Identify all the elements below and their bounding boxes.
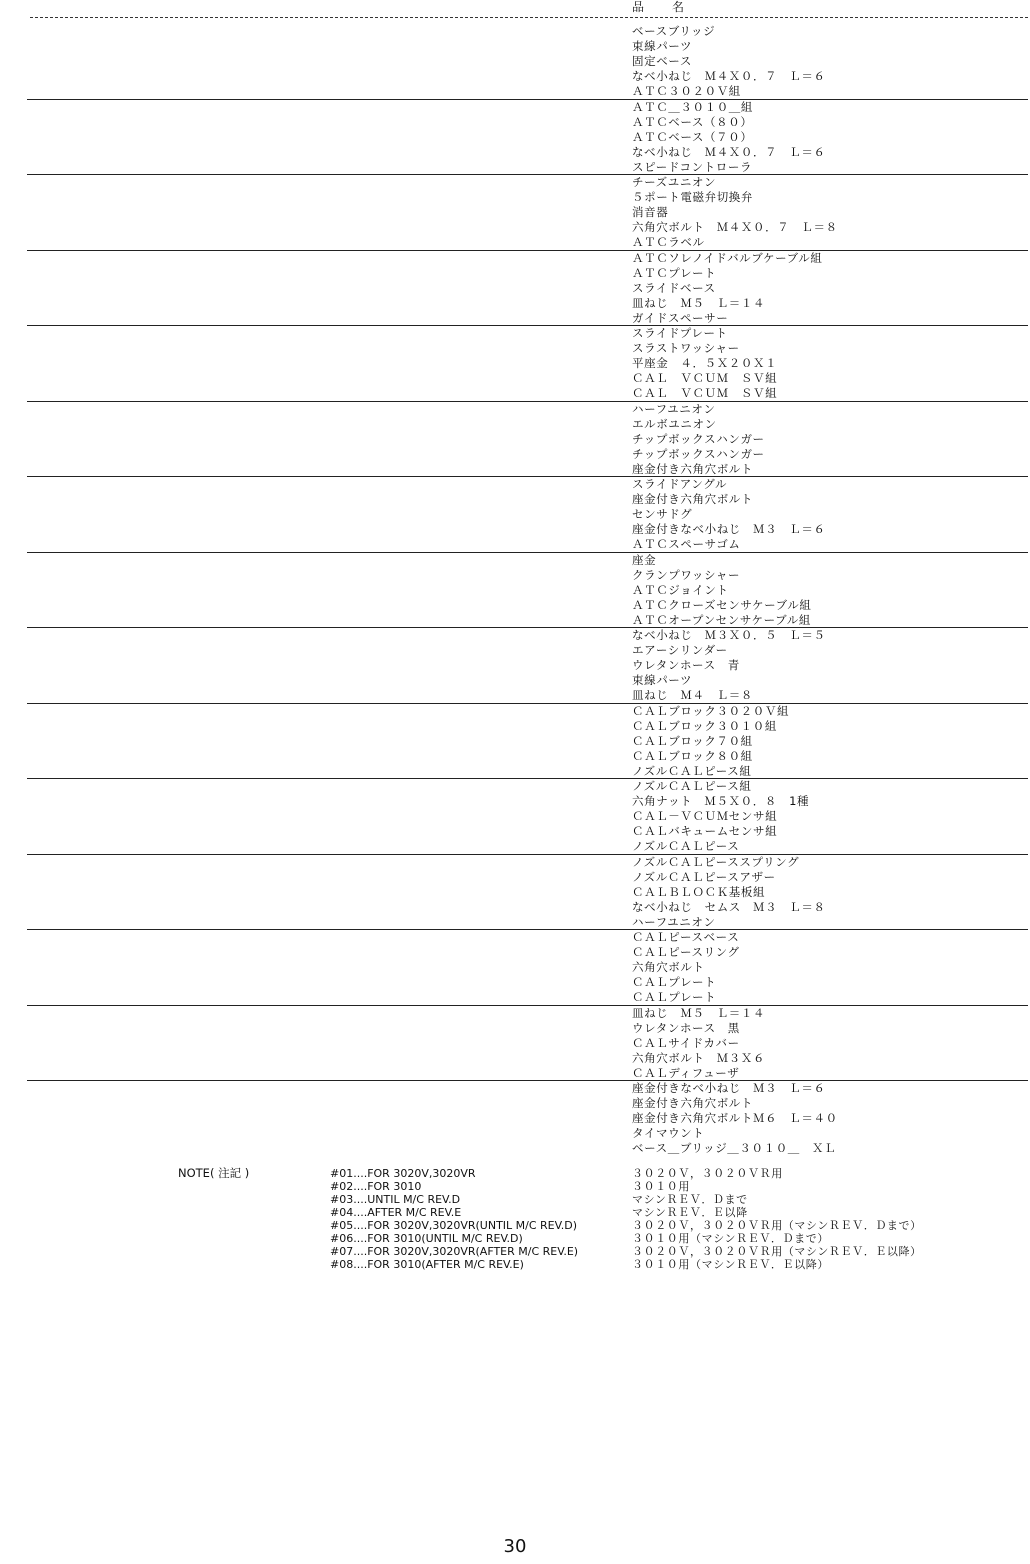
parts-group-list [632,779,809,854]
parts-group-list [632,553,811,628]
part-name: ハーフユニオン [632,914,716,929]
part-name: ＡＴＣクローズセンサケーブル組 [632,597,812,612]
part-name: 座金 [632,552,657,567]
part-name: ノズルＣＡＬピーススプリング [632,854,800,869]
note-text: マシンＲＥＶ．Ｅ以降 [632,1206,748,1219]
part-name: ＣＡＬバキュームセンサ組 [632,824,778,839]
parts-group-list [632,855,826,930]
note-code: #08....FOR 3010(AFTER M/C REV.E) [330,1258,524,1271]
part-name: 座金付きなべ小ねじ Ｍ３ Ｌ＝６ [632,1081,826,1095]
part-name: ＣＡＬプレート [632,990,717,1005]
note-code: #02....FOR 3010 [330,1180,422,1193]
part-name: 消音器 [632,205,669,220]
part-name: 六角穴ボルト Ｍ４Ｘ０．７ Ｌ＝８ [632,220,838,235]
parts-group [0,704,1030,780]
part-name: ＣＡＬブロック３０２０Ｖ組 [632,703,790,718]
parts-group [0,175,1030,251]
note-text: ３０１０用（マシンＲＥＶ．Ｅ以降） [632,1258,829,1271]
parts-group [0,930,1030,1006]
part-name: なべ小ねじ Ｍ３Ｘ０．５ Ｌ＝５ [632,628,826,642]
parts-group [0,326,1030,402]
part-name: スピードコントローラ [632,159,753,174]
part-name: なべ小ねじ Ｍ４Ｘ０．７ Ｌ＝６ [632,69,826,84]
part-name: ＣＡＬディフューザ [632,1065,740,1080]
part-name: ＡＴＣ＿３０１０＿組 [632,99,753,114]
part-name: ＡＴＣベース（７０） [632,129,753,144]
parts-group [0,24,1030,100]
parts-group-list [632,1081,838,1156]
part-name: ＣＡＬブロック７０組 [632,733,753,748]
part-name: ＣＡＬピースベース [632,930,740,944]
part-name: 六角ナット Ｍ５Ｘ０．８ 1種 [632,794,810,809]
part-name: ノズルＣＡＬピース組 [632,779,752,793]
part-name: ＣＡＬサイドカバー [632,1035,740,1050]
note-code: #05....FOR 3020V,3020VR(UNTIL M/C REV.D) [330,1219,577,1232]
note-code: #06....FOR 3010(UNTIL M/C REV.D) [330,1232,523,1245]
part-name: ウレタンホース 青 [632,658,740,673]
part-name: ＡＴＣジョイント [632,582,729,597]
note-text: ３０１０用（マシンＲＥＶ．Ｄまで） [632,1232,829,1245]
part-name: 平座金 ４．５Ｘ２０Ｘ１ [632,356,778,371]
part-name: エアーシリンダー [632,643,728,658]
part-name: タイマウント [632,1126,705,1141]
part-name: ＣＡＬ ＶＣＵＭ ＳＶ組 [632,386,778,401]
part-name: チップボックスハンガー [632,446,765,461]
part-name: ＡＴＣラベル [632,235,705,250]
part-name: 座金付き六角穴ボルトＭ６ Ｌ＝４０ [632,1111,838,1126]
parts-group [0,1006,1030,1082]
part-name: ＡＴＣオープンセンサケーブル組 [632,612,811,627]
part-name: 座金付き六角穴ボルト [632,492,753,507]
part-name: ＡＴＣベース（８０） [632,114,753,129]
parts-group-list [632,24,826,99]
parts-group-list [632,930,740,1005]
parts-group-list [632,477,826,552]
part-name: スライドプレート [632,326,728,340]
note-text: ３０２０Ｖ，３０２０ＶＲ用 [632,1167,783,1180]
part-name: ベース＿ブリッジ＿３０１０＿ ＸＬ [632,1141,837,1156]
parts-group [0,402,1030,478]
parts-group [0,477,1030,553]
part-name: ノズルＣＡＬピース [632,839,740,854]
note-text: ３０２０Ｖ，３０２０ＶＲ用（マシンＲＥＶ．Ｅ以降） [632,1245,922,1258]
part-name: スライドベース [632,280,716,295]
parts-group-list [632,100,826,175]
parts-group [0,1081,1030,1157]
part-name: クランプワッシャー [632,567,741,582]
note-text: ３０２０Ｖ，３０２０ＶＲ用（マシンＲＥＶ．Ｄまで） [632,1219,922,1232]
parts-group-list [632,175,838,250]
part-name: 座金付き六角穴ボルト [632,461,753,476]
parts-list [0,24,1030,1157]
part-name: ＣＡＬブロック３０１０組 [632,718,777,733]
part-name: 束線パーツ [632,39,693,54]
part-name: なべ小ねじ Ｍ４Ｘ０．７ Ｌ＝６ [632,144,826,159]
part-name: ＣＡＬ－ＶＣＵＭセンサ組 [632,809,778,824]
part-name: 固定ベース [632,54,692,69]
note-code: #01....FOR 3020V,3020VR [330,1167,476,1180]
notes-code-list [330,1167,578,1271]
parts-group [0,855,1030,931]
part-name: 皿ねじ Ｍ５ Ｌ＝１４ [632,295,766,310]
part-name: エルボユニオン [632,416,717,431]
part-name: ノズルＣＡＬピースアザー [632,869,776,884]
header-divider [30,17,1028,18]
part-name: なべ小ねじ セムス Ｍ３ Ｌ＝８ [632,899,826,914]
part-name: チップボックスハンガー [632,431,765,446]
part-name: ハーフユニオン [632,401,716,416]
note-code: #04....AFTER M/C REV.E [330,1206,462,1219]
part-name: ＡＴＣスペーサゴム [632,537,741,552]
parts-group-list [632,402,765,477]
part-name: 座金付きなべ小ねじ Ｍ３ Ｌ＝６ [632,522,826,537]
page-number: 30 [503,1536,527,1557]
parts-group [0,628,1030,704]
part-name: 座金付き六角穴ボルト [632,1096,753,1111]
note-code: #03....UNTIL M/C REV.D [330,1193,461,1206]
parts-name-header: 品 名 [632,0,693,14]
parts-group-list [632,1006,765,1081]
note-text: マシンＲＥＶ．Ｄまで [632,1193,748,1206]
part-name: 皿ねじ Ｍ５ Ｌ＝１４ [632,1005,766,1020]
part-name: ベースブリッジ [632,24,716,38]
part-name: チーズユニオン [632,175,717,189]
part-name: ＡＴＣソレノイドバルブケーブル組 [632,250,823,265]
part-name: ガイドスペーサー [632,310,729,325]
parts-group-list [632,628,826,703]
part-name: 六角穴ボルト Ｍ３Ｘ６ [632,1050,766,1065]
parts-group [0,779,1030,855]
parts-group-list [632,251,823,326]
notes-title: NOTE( 注記 ) [178,1166,250,1180]
part-name: ＡＴＣ３０２０Ｖ組 [632,84,741,99]
note-code: #07....FOR 3020V,3020VR(AFTER M/C REV.E) [330,1245,579,1258]
parts-group [0,100,1030,176]
note-text: ３０１０用 [632,1180,690,1193]
part-name: センサドグ [632,507,693,522]
notes-text-list [632,1167,922,1271]
parts-group-list [632,326,777,401]
parts-group [0,251,1030,327]
part-name: ＣＡＬピースリング [632,945,740,960]
part-name: 六角穴ボルト [632,960,705,975]
part-name: ＣＡＬブロック８０組 [632,748,753,763]
part-name: ＣＡＬプレート [632,975,717,990]
part-name: スライドアングル [632,477,728,491]
parts-group-list [632,704,789,779]
parts-group [0,553,1030,629]
part-name: ウレタンホース 黒 [632,1020,740,1035]
part-name: ノズルＣＡＬピース組 [632,763,752,778]
part-name: スラストワッシャー [632,341,740,356]
part-name: ＡＴＣプレート [632,265,717,280]
part-name: ＣＡＬＢＬＯＣＫ基板組 [632,884,766,899]
part-name: ５ポート電磁弁切換弁 [632,190,753,205]
part-name: 束線パーツ [632,673,693,688]
part-name: ＣＡＬ ＶＣＵＭ ＳＶ組 [632,371,778,386]
part-name: 皿ねじ Ｍ４ Ｌ＝８ [632,688,753,703]
